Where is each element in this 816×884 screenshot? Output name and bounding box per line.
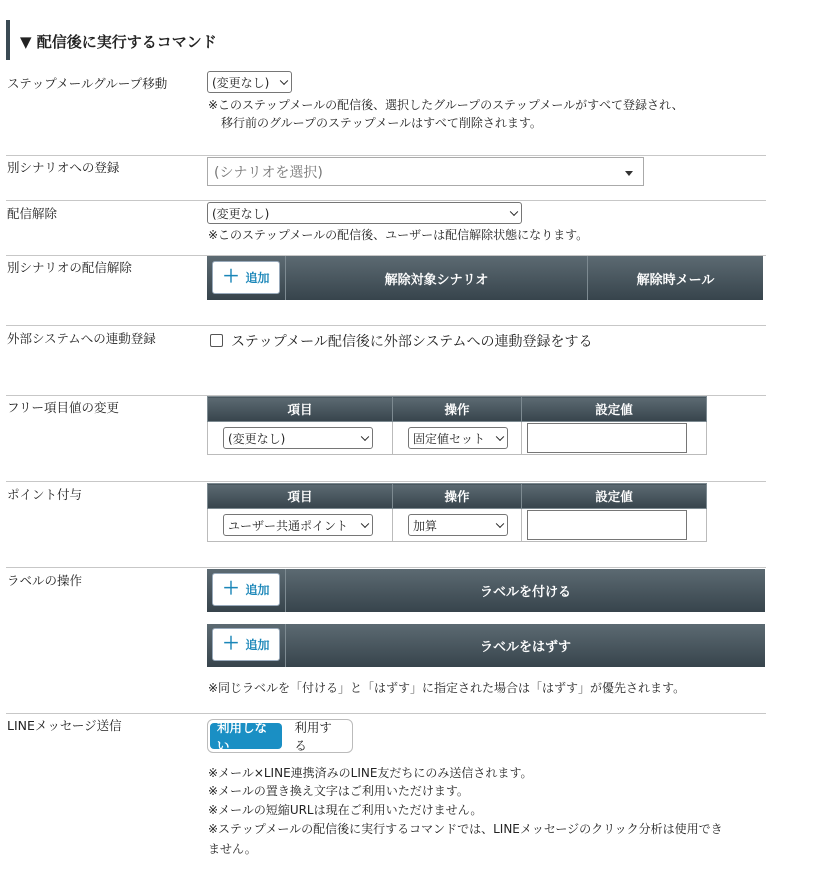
line-label: LINEメッセージ送信 bbox=[7, 718, 122, 733]
item-cell bbox=[208, 509, 393, 542]
value-cell bbox=[522, 509, 707, 542]
free-item-table bbox=[207, 396, 707, 455]
free-item-select[interactable] bbox=[223, 427, 373, 449]
chevron-down-icon bbox=[280, 77, 288, 85]
points-operation-select[interactable] bbox=[408, 514, 508, 536]
line-note-4: ※ステップメールの配信後に実行するコマンドでは、LINEメッセージのクリック分析は使用でき bbox=[208, 822, 723, 836]
divider bbox=[6, 200, 766, 201]
scenario-select-placeholder: (シナリオを選択) bbox=[214, 164, 323, 181]
item-cell bbox=[208, 422, 393, 455]
scenario-register-label: 別シナリオへの登録 bbox=[7, 160, 120, 175]
external-checkbox-label[interactable]: ステップメール配信後に外部システムへの連動登録をする bbox=[231, 334, 593, 350]
line-note-5: ません。 bbox=[208, 842, 257, 856]
add-scenario-unsubscribe-button[interactable] bbox=[212, 261, 280, 294]
points-item-select-value: ユーザー共通ポイント bbox=[228, 518, 349, 533]
caret-down-icon bbox=[625, 171, 633, 176]
scenario-unsubscribe-header bbox=[207, 256, 763, 300]
col-set-value: 設定値 bbox=[522, 484, 707, 509]
add-label-attach-button[interactable] bbox=[212, 573, 280, 606]
divider bbox=[6, 155, 766, 156]
operation-cell bbox=[393, 509, 522, 542]
chevron-down-icon bbox=[361, 520, 369, 528]
unsubscribe-select-value: (変更なし) bbox=[212, 206, 270, 221]
line-toggle-on-option[interactable]: 利用する bbox=[294, 720, 332, 753]
external-checkbox[interactable] bbox=[210, 334, 223, 347]
col-operation: 操作 bbox=[393, 484, 522, 509]
unsubscribe-select[interactable] bbox=[207, 202, 522, 224]
col-set-value: 設定値 bbox=[522, 397, 707, 422]
divider bbox=[6, 481, 766, 482]
line-toggle bbox=[207, 719, 353, 753]
external-label: 外部システムへの連動登録 bbox=[7, 331, 156, 346]
col-target-scenario: 解除対象シナリオ bbox=[285, 256, 587, 300]
col-unsubscribe-mail: 解除時メール bbox=[587, 256, 763, 300]
free-item-label: フリー項目値の変更 bbox=[7, 400, 120, 415]
section-header-bar bbox=[6, 20, 10, 60]
labels-note: ※同じラベルを「付ける」と「はずす」に指定された場合は「はずす」が優先されます。 bbox=[208, 681, 686, 695]
divider bbox=[6, 325, 766, 326]
operation-cell bbox=[393, 422, 522, 455]
add-label: 追加 bbox=[245, 583, 270, 597]
col-item: 項目 bbox=[208, 397, 393, 422]
table-row bbox=[208, 422, 707, 455]
label-remove-bar bbox=[207, 624, 765, 667]
table-row bbox=[208, 509, 707, 542]
add-label: 追加 bbox=[245, 271, 270, 285]
step-group-note-1: ※このステップメールの配信後、選択したグループのステップメールがすべて登録され、 bbox=[208, 98, 684, 112]
value-cell bbox=[522, 422, 707, 455]
plus-icon: ＋ bbox=[222, 267, 240, 287]
divider bbox=[6, 567, 766, 568]
label-remove-title: ラベルをはずす bbox=[285, 624, 765, 667]
section-title: ▼ 配信後に実行するコマンド bbox=[20, 33, 217, 51]
chevron-down-icon bbox=[496, 433, 504, 441]
add-label-remove-button[interactable] bbox=[212, 628, 280, 661]
chevron-down-icon bbox=[361, 433, 369, 441]
labels-label: ラベルの操作 bbox=[7, 573, 83, 588]
points-value-input[interactable] bbox=[527, 510, 687, 540]
plus-icon: ＋ bbox=[222, 634, 240, 654]
step-group-select-value: (変更なし) bbox=[212, 75, 270, 90]
free-item-operation-select[interactable] bbox=[408, 427, 508, 449]
step-group-note-2: 移行前のグループのステップメールはすべて削除されます。 bbox=[221, 116, 542, 130]
step-group-select[interactable] bbox=[207, 71, 292, 93]
scenario-select[interactable] bbox=[207, 157, 644, 186]
col-item: 項目 bbox=[208, 484, 393, 509]
free-item-operation-value: 固定値セット bbox=[413, 431, 486, 446]
points-table bbox=[207, 483, 707, 542]
divider bbox=[6, 713, 766, 714]
plus-icon: ＋ bbox=[222, 579, 240, 599]
chevron-down-icon bbox=[496, 520, 504, 528]
step-group-label: ステップメールグループ移動 bbox=[7, 76, 168, 91]
unsubscribe-note: ※このステップメールの配信後、ユーザーは配信解除状態になります。 bbox=[208, 228, 589, 242]
points-item-select[interactable] bbox=[223, 514, 373, 536]
scenario-unsubscribe-label: 別シナリオの配信解除 bbox=[7, 260, 132, 275]
line-note-1: ※メール×LINE連携済みのLINE友だちにのみ送信されます。 bbox=[208, 766, 533, 780]
chevron-down-icon bbox=[510, 208, 518, 216]
points-operation-value: 加算 bbox=[413, 518, 438, 533]
line-toggle-off-option[interactable]: 利用しない bbox=[210, 723, 282, 749]
free-item-value-input[interactable] bbox=[527, 423, 687, 453]
col-operation: 操作 bbox=[393, 397, 522, 422]
label-attach-bar bbox=[207, 569, 765, 612]
add-label: 追加 bbox=[245, 638, 270, 652]
line-note-3: ※メールの短縮URLは現在ご利用いただけません。 bbox=[208, 803, 483, 817]
free-item-select-value: (変更なし) bbox=[228, 431, 286, 446]
line-note-2: ※メールの置き換え文字はご利用いただけます。 bbox=[208, 784, 469, 798]
unsubscribe-label: 配信解除 bbox=[7, 206, 58, 221]
label-attach-title: ラベルを付ける bbox=[285, 569, 765, 612]
points-label: ポイント付与 bbox=[7, 487, 83, 502]
